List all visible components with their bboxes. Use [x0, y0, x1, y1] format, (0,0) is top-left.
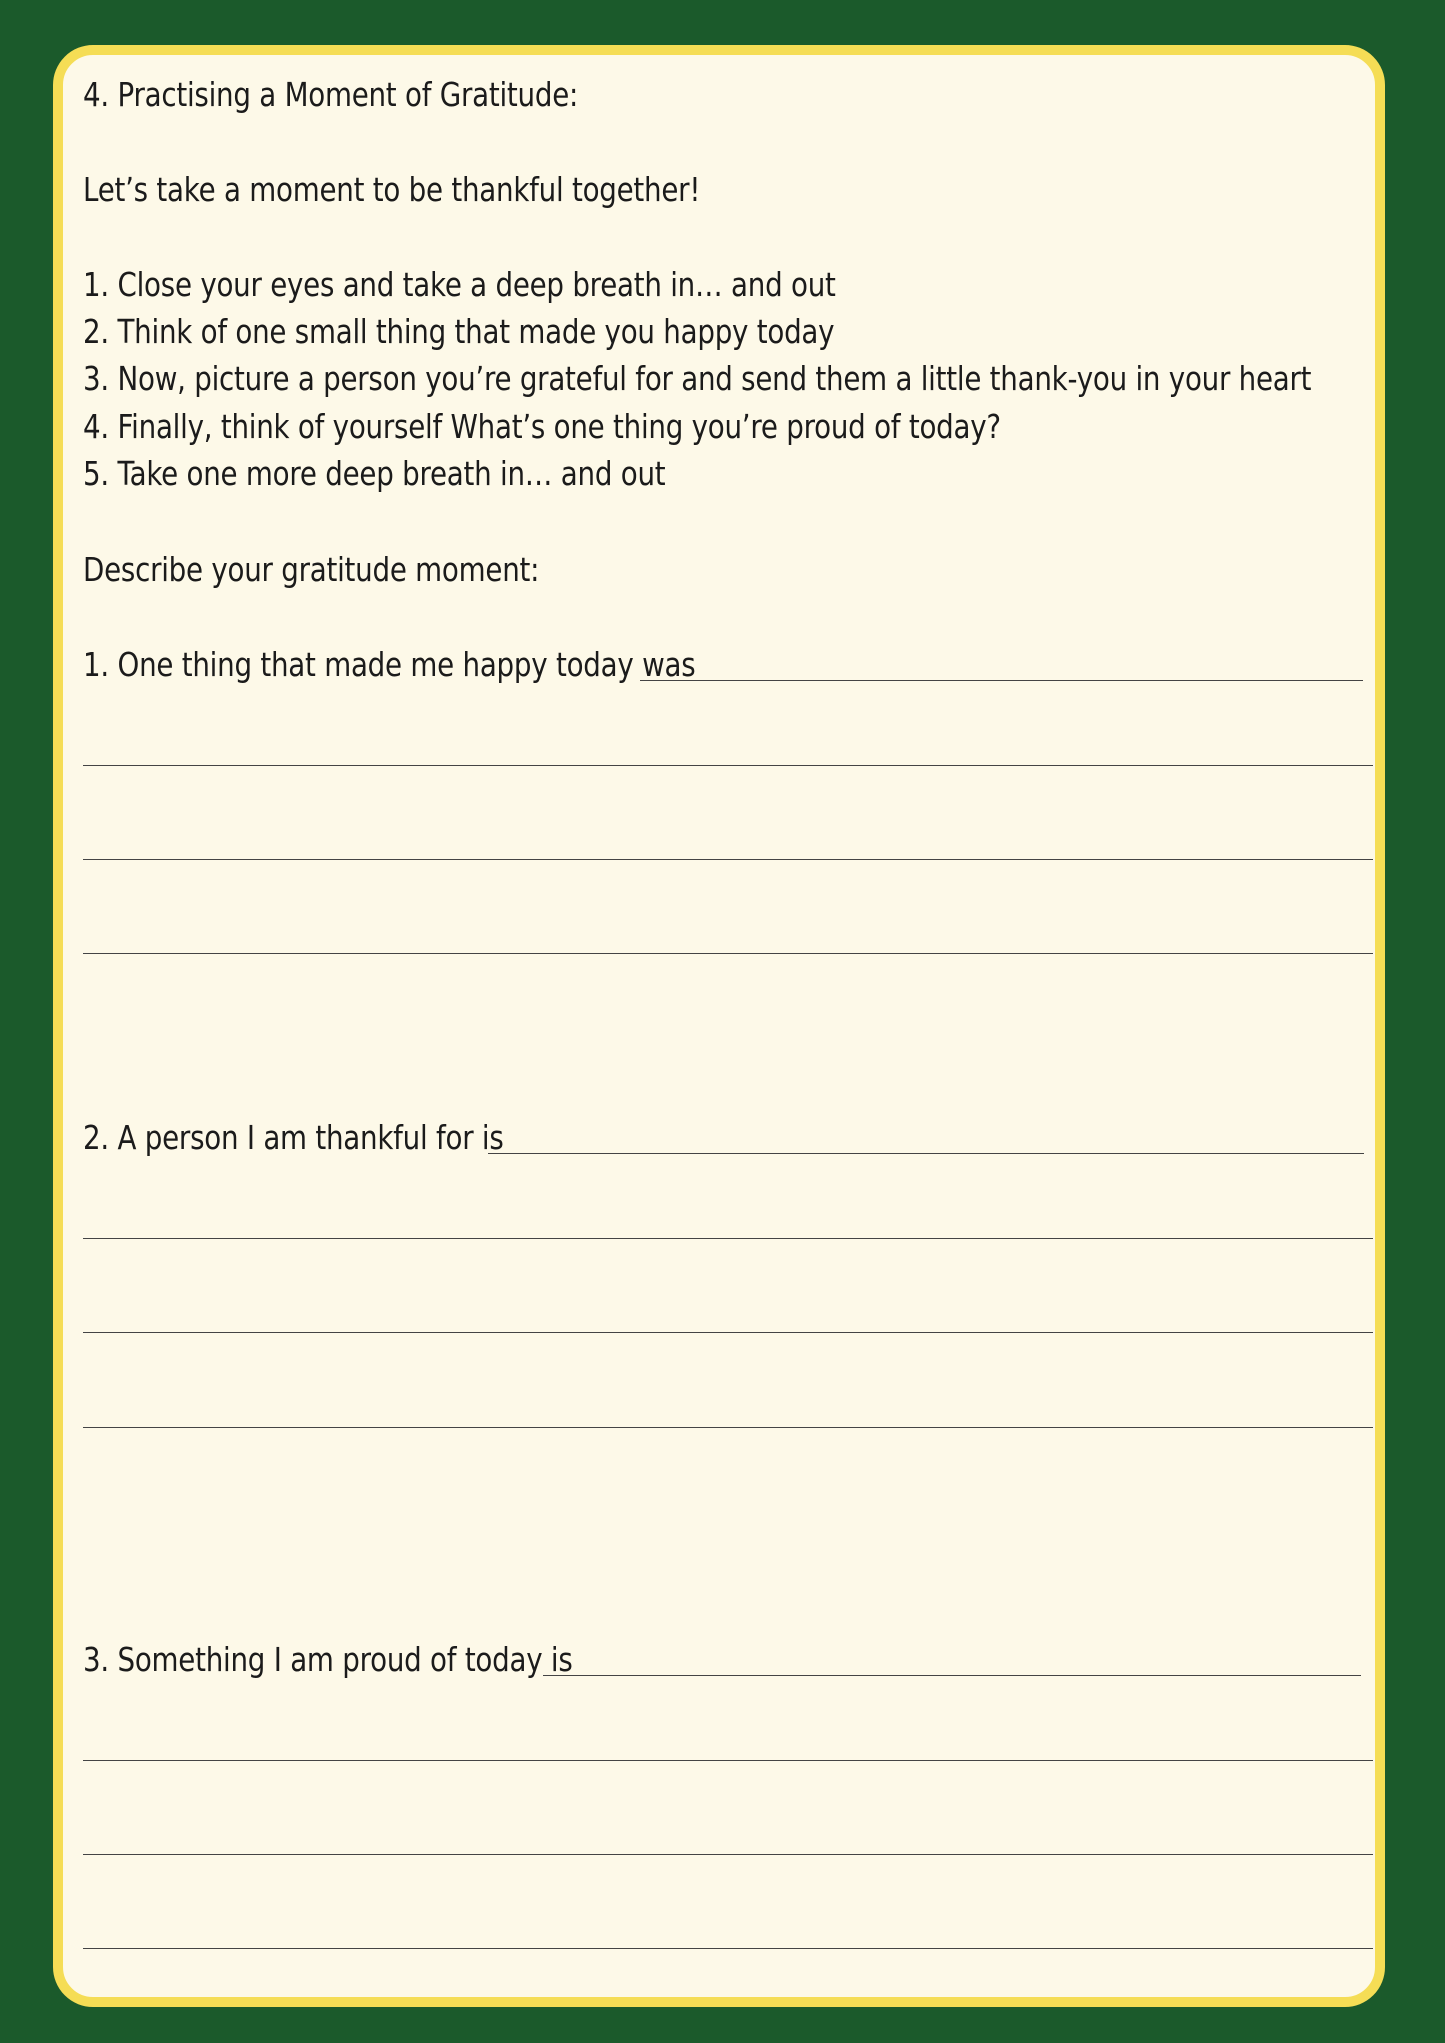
- answer-line[interactable]: [83, 1948, 1373, 1949]
- worksheet-card: [53, 45, 1385, 2007]
- prompt-happy-label: 1. One thing that made me happy today was: [83, 645, 696, 684]
- answer-line[interactable]: [83, 1332, 1373, 1333]
- answer-line[interactable]: [83, 1238, 1373, 1239]
- describe-prompt: Describe your gratitude moment:: [83, 550, 540, 589]
- step-item: 5. Take one more deep breath in… and out: [83, 454, 666, 493]
- intro-text: Let’s take a moment to be thankful together!: [83, 170, 701, 209]
- step-item: 2. Think of one small thing that made you happy today: [83, 312, 835, 351]
- section-title: 4. Practising a Moment of Gratitude:: [83, 75, 579, 114]
- prompt-person-label: 2. A person I am thankful for is: [83, 1118, 504, 1157]
- prompt-proud-label: 3. Something I am proud of today is: [83, 1640, 573, 1679]
- step-item: 4. Finally, think of yourself What’s one thing you’re proud of today?: [83, 407, 1001, 446]
- answer-line[interactable]: [640, 680, 1363, 681]
- answer-line[interactable]: [83, 859, 1373, 860]
- answer-line[interactable]: [83, 1427, 1373, 1428]
- step-item: 3. Now, picture a person you’re grateful for and send them a little thank-you in your heart: [83, 359, 1312, 398]
- answer-line[interactable]: [83, 953, 1373, 954]
- answer-line[interactable]: [83, 765, 1373, 766]
- step-item: 1. Close your eyes and take a deep breath in… and out: [83, 265, 836, 304]
- answer-line[interactable]: [488, 1153, 1364, 1154]
- answer-line[interactable]: [83, 1760, 1373, 1761]
- answer-line[interactable]: [543, 1675, 1361, 1676]
- answer-line[interactable]: [83, 1854, 1373, 1855]
